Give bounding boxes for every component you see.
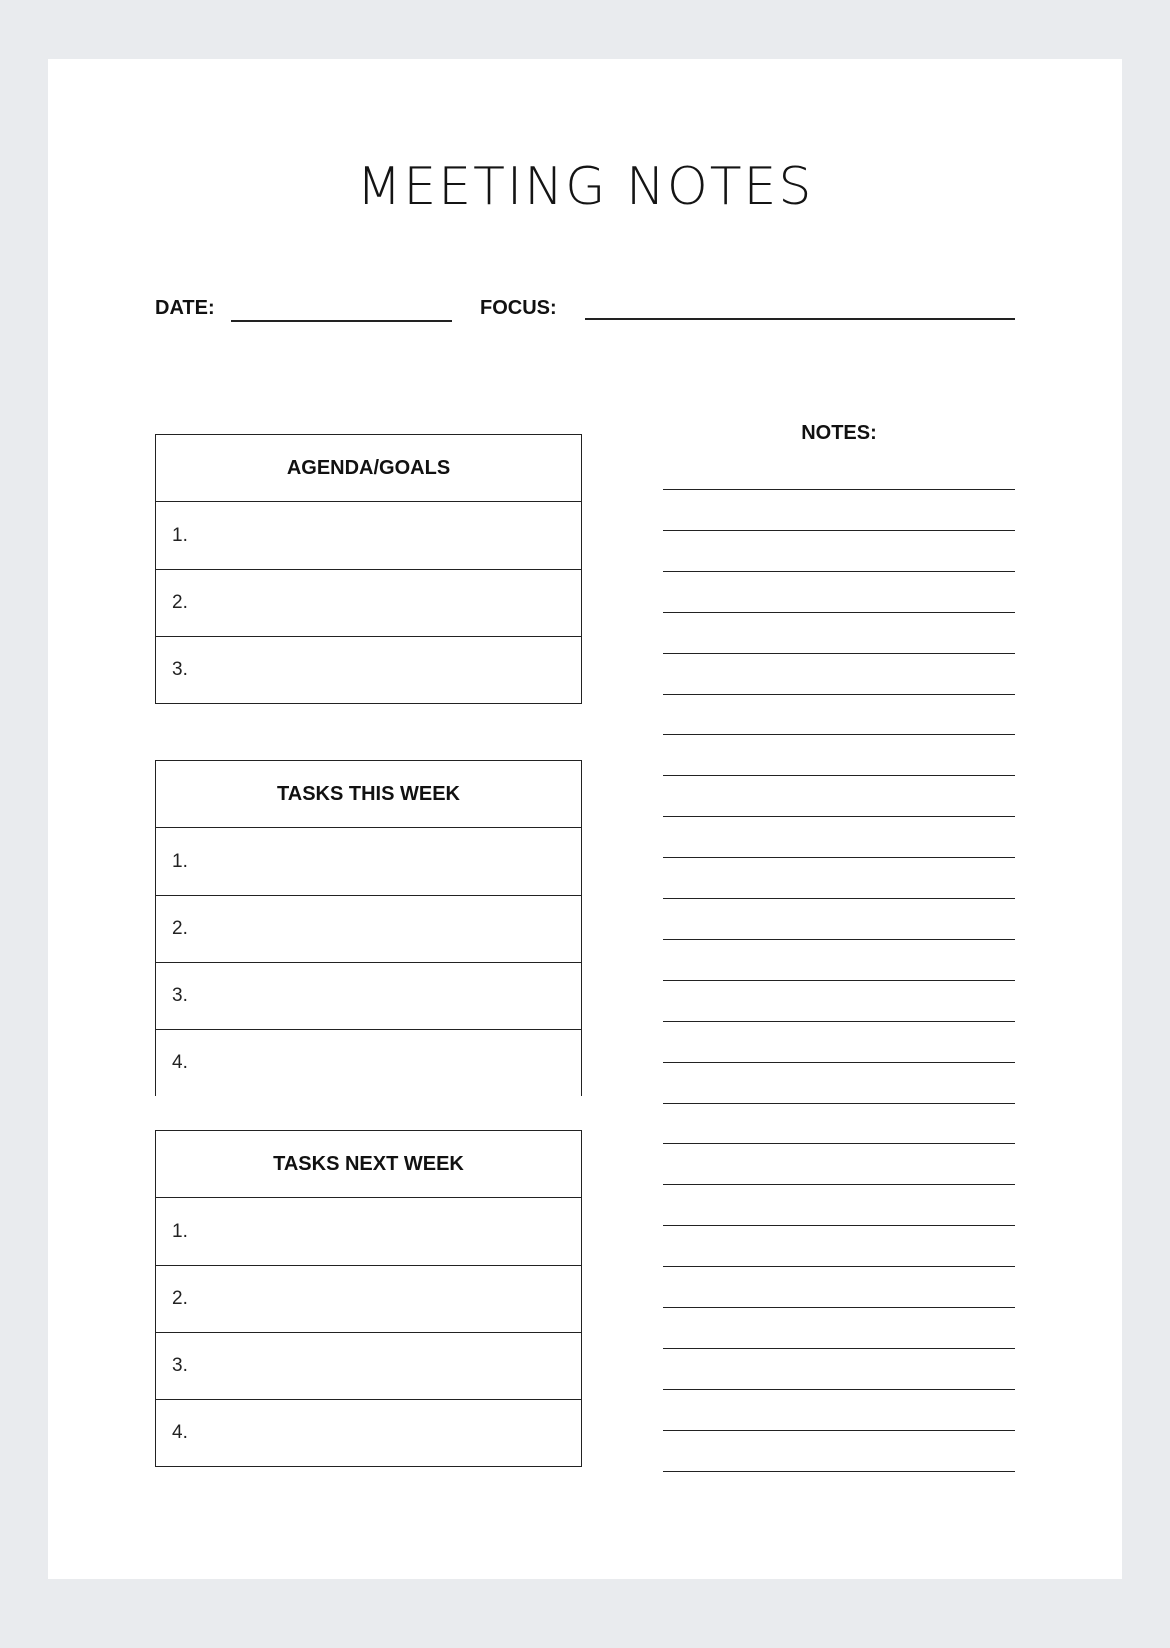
row-number: 2. [172, 1288, 188, 1309]
table-row[interactable] [156, 962, 581, 1029]
notes-lines [663, 59, 1015, 1579]
notes-line[interactable] [663, 694, 1015, 695]
page-title: MEETING NOTES [356, 157, 814, 217]
notes-line[interactable] [663, 816, 1015, 817]
table-row[interactable] [156, 1265, 581, 1332]
agenda-goals-table [155, 434, 582, 704]
notes-line[interactable] [663, 775, 1015, 776]
row-number: 1. [172, 1220, 188, 1242]
notes-line[interactable] [663, 1471, 1015, 1472]
row-number: 4. [172, 1052, 188, 1073]
notes-line[interactable] [663, 1103, 1015, 1104]
row-number: 1. [172, 850, 188, 872]
notes-line[interactable] [663, 898, 1015, 899]
notes-label: NOTES: [801, 422, 877, 444]
notes-line[interactable] [663, 1225, 1015, 1226]
focus-label: FOCUS: [480, 297, 557, 319]
table-row[interactable] [156, 1198, 581, 1265]
table-row[interactable] [156, 1399, 581, 1466]
notes-line[interactable] [663, 530, 1015, 531]
table-heading: TASKS NEXT WEEK [156, 1131, 581, 1198]
notes-line[interactable] [663, 1184, 1015, 1185]
notes-line[interactable] [663, 1307, 1015, 1308]
notes-line[interactable] [663, 1143, 1015, 1144]
table-row[interactable] [156, 502, 581, 569]
row-number: 2. [172, 592, 188, 613]
notes-line[interactable] [663, 612, 1015, 613]
table-row[interactable] [156, 569, 581, 636]
table-heading: TASKS THIS WEEK [156, 761, 581, 828]
table-row[interactable] [156, 636, 581, 703]
notes-line[interactable] [663, 653, 1015, 654]
table-row[interactable] [156, 1029, 581, 1096]
table-row[interactable] [156, 828, 581, 895]
notes-line[interactable] [663, 1266, 1015, 1267]
row-number: 4. [172, 1422, 188, 1443]
row-number: 1. [172, 524, 188, 546]
notes-line[interactable] [663, 1062, 1015, 1063]
notes-line[interactable] [663, 1430, 1015, 1431]
notes-line[interactable] [663, 734, 1015, 735]
table-heading: AGENDA/GOALS [156, 435, 581, 502]
table-row[interactable] [156, 1332, 581, 1399]
notes-line[interactable] [663, 1021, 1015, 1022]
notes-line[interactable] [663, 980, 1015, 981]
notes-line[interactable] [663, 857, 1015, 858]
row-number: 3. [172, 1355, 188, 1376]
date-label: DATE: [155, 297, 215, 319]
meeting-notes-sheet [48, 59, 1122, 1579]
table-row[interactable] [156, 895, 581, 962]
row-number: 3. [172, 985, 188, 1006]
notes-line[interactable] [663, 571, 1015, 572]
row-number: 2. [172, 918, 188, 939]
tasks-next-week-table [155, 1130, 582, 1467]
tasks-this-week-table [155, 760, 582, 1096]
notes-line[interactable] [663, 939, 1015, 940]
notes-line[interactable] [663, 489, 1015, 490]
notes-line[interactable] [663, 1389, 1015, 1390]
notes-line[interactable] [663, 1348, 1015, 1349]
date-field[interactable] [231, 320, 452, 322]
row-number: 3. [172, 659, 188, 680]
